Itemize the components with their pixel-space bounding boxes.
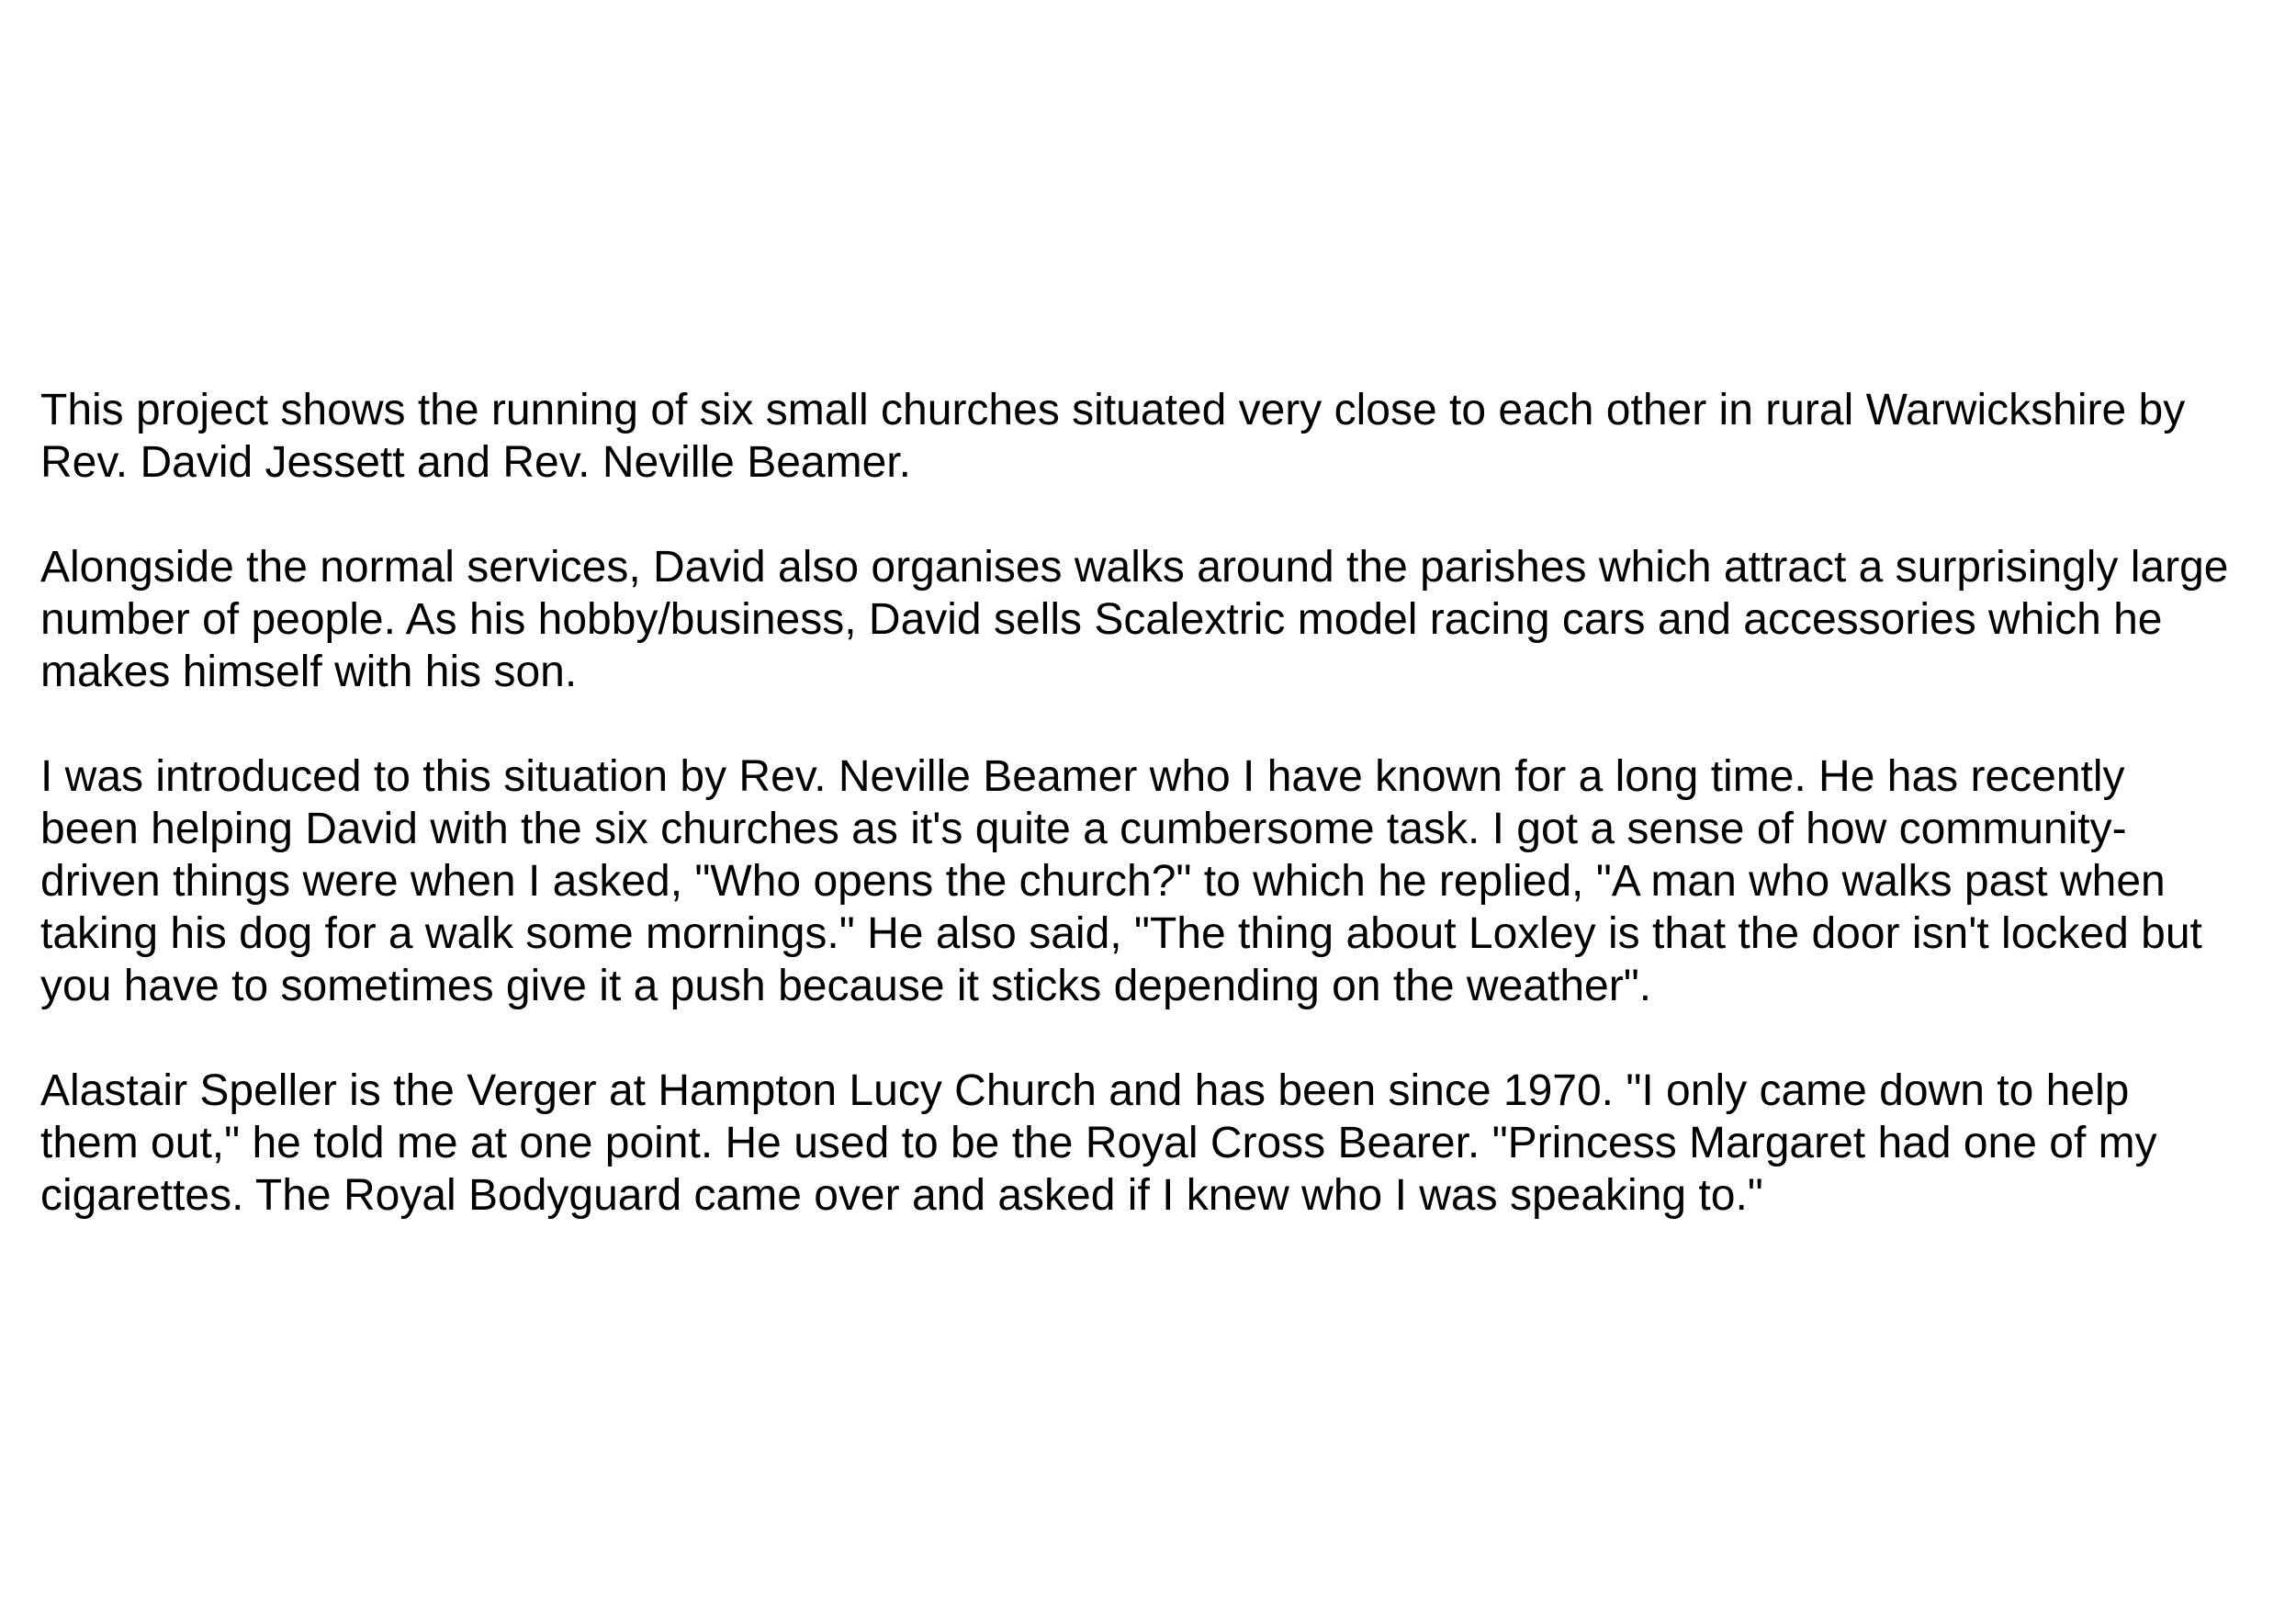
paragraph-walks-and-hobby bbox=[40, 541, 2281, 698]
text-line: Alastair Speller is the Verger at Hampton Lucy Church and has been since 1970. "I only came down to help bbox=[40, 1066, 2130, 1115]
text-line: you have to sometimes give it a push because it sticks depending on the weather". bbox=[40, 962, 1652, 1010]
text-line: makes himself with his son. bbox=[40, 648, 578, 696]
text-line: number of people. As his hobby/business, David sells Scalextric model racing cars and accessories which he bbox=[40, 595, 2163, 644]
text-line: This project shows the running of six small churches situated very close to each other in rural Warwickshire by bbox=[40, 386, 2186, 434]
text-line: Alongside the normal services, David also organises walks around the parishes which attract a surprisingly large bbox=[40, 543, 2229, 592]
text-line: cigarettes. The Royal Bodyguard came over and asked if I knew who I was speaking to." bbox=[40, 1171, 1763, 1220]
paragraph-verger-story bbox=[40, 1065, 2281, 1222]
document-body bbox=[40, 384, 2281, 1274]
text-line: I was introduced to this situation by Rev. Neville Beamer who I have known for a long time. He has recently bbox=[40, 752, 2125, 801]
text-line: been helping David with the six churches as it's quite a cumbersome task. I got a sense of how community- bbox=[40, 805, 2127, 853]
text-line: Rev. David Jessett and Rev. Neville Beamer. bbox=[40, 438, 911, 487]
text-line: taking his dog for a walk some mornings." He also said, "The thing about Loxley is that the door isn't locked but bbox=[40, 909, 2202, 958]
text-line: them out," he told me at one point. He used to be the Royal Cross Bearer. "Princess Margaret had one of my bbox=[40, 1119, 2157, 1167]
paragraph-introduction-story bbox=[40, 750, 2281, 1012]
text-line: driven things were when I asked, "Who opens the church?" to which he replied, "A man who walks past when bbox=[40, 857, 2166, 906]
paragraph-project-intro bbox=[40, 384, 2281, 489]
